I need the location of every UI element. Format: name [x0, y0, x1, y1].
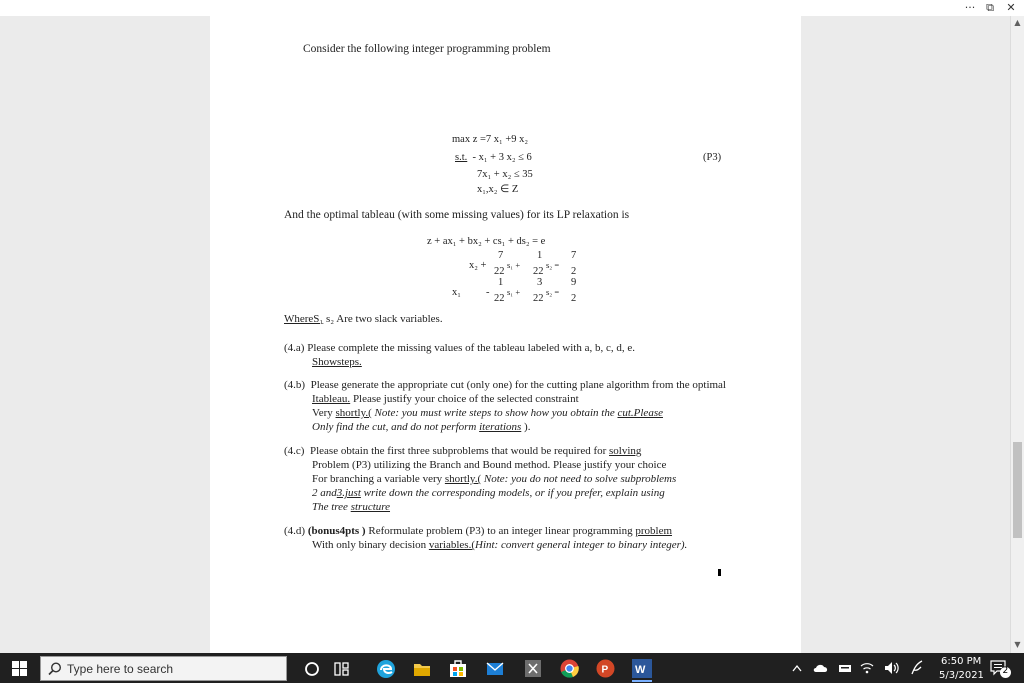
- question-4b-line2: Itableau. Please justify your choice of the selected constraint: [312, 393, 579, 405]
- row2-d1: 22: [494, 293, 505, 304]
- row1-d2: 22: [533, 266, 544, 277]
- document-page: [210, 16, 801, 653]
- row1-d1: 22: [494, 266, 505, 277]
- word-icon[interactable]: [632, 659, 652, 678]
- row1-var: x₂ +: [469, 260, 487, 271]
- word-active-indicator: [632, 680, 652, 682]
- cortana-icon[interactable]: [304, 661, 320, 677]
- question-4c-line4: 2 and3.just write down the corresponding models, or if you prefer, explain using: [312, 487, 665, 499]
- constraint-1: s.t. - x₁ + 3 x₂ ≤ 6: [455, 152, 532, 163]
- row2-rd: 2: [571, 293, 577, 304]
- windows-start-icon[interactable]: [12, 661, 27, 676]
- question-4a-line2: Showsteps.: [312, 356, 362, 368]
- pen-ink-icon[interactable]: [910, 660, 924, 676]
- question-4d-line2: With only binary decision variables.(Hint: convert general integer to binary integer).: [312, 539, 688, 551]
- constraint-2: 7x₁ + x₂ ≤ 35: [477, 169, 533, 180]
- row2-sign: -: [486, 287, 490, 298]
- search-icon: [48, 662, 62, 676]
- row1-n1: 7: [498, 250, 504, 261]
- chrome-icon[interactable]: [560, 659, 579, 678]
- window-titlebar: [0, 0, 1024, 16]
- x-app-icon[interactable]: [525, 660, 541, 677]
- row2-n2: 3: [537, 277, 543, 288]
- clock-date[interactable]: 5/3/2021: [939, 670, 984, 681]
- mail-icon[interactable]: [486, 661, 504, 677]
- row1-s1: s₁ +: [507, 260, 521, 270]
- taskbar-search-box[interactable]: [40, 656, 287, 681]
- tray-chevron-up-icon[interactable]: [792, 664, 802, 672]
- scroll-down-icon[interactable]: ▼: [1014, 640, 1021, 649]
- row1-n2: 1: [537, 250, 543, 261]
- edge-browser-icon[interactable]: [376, 659, 396, 679]
- question-4b-line1: (4.b) Please generate the appropriate cut (only one) for the cutting plane algorithm from the optimal: [284, 379, 726, 391]
- vertical-scrollbar[interactable]: [1010, 16, 1024, 653]
- question-4a: (4.a) Please complete the missing values of the tableau labeled with a, b, c, d, e.: [284, 342, 635, 354]
- restore-window-icon[interactable]: ⧉: [986, 1, 994, 14]
- file-explorer-icon[interactable]: [413, 661, 431, 677]
- row2-rn: 9: [571, 277, 577, 288]
- question-4c-line3: For branching a variable very shortly.( Note: you do not need to solve subproblems: [312, 473, 677, 485]
- tableau-intro: And the optimal tableau (with some missing values) for its LP relaxation is: [284, 209, 630, 221]
- question-4c-line2: Problem (P3) utilizing the Branch and Bound method. Please justify your choice: [312, 459, 667, 471]
- row1-rd: 2: [571, 266, 577, 277]
- scroll-up-icon[interactable]: ▲: [1014, 18, 1021, 27]
- row2-d2: 22: [533, 293, 544, 304]
- row2-s1: s₁ +: [507, 287, 521, 297]
- question-4b-line4: Only find the cut, and do not perform iterations ).: [312, 421, 531, 433]
- tableau-row-0: z + ax₁ + bx₂ + cs₁ + ds₂ = e: [427, 236, 546, 247]
- task-view-icon[interactable]: [334, 661, 350, 677]
- close-window-icon[interactable]: ✕: [1006, 1, 1016, 14]
- row2-n1: 1: [498, 277, 504, 288]
- question-4d-line1: (4.d) (bonus4pts ) Reformulate problem (P3) to an integer linear programming problem: [284, 525, 673, 537]
- constraint-3: x₁,x₂ ∈ Z: [477, 184, 519, 195]
- row2-s2: s₂ =: [546, 287, 560, 297]
- question-4b-line3: Very shortly.( Note: you must write steps to show how you obtain the cut.Please: [312, 407, 663, 419]
- wifi-icon[interactable]: [860, 661, 874, 675]
- intro-text: Consider the following integer programming problem: [303, 43, 551, 55]
- question-4c-line5: The tree structure: [312, 501, 391, 513]
- objective-function: max z =7 x₁ +9 x₂: [452, 134, 529, 145]
- question-4c-line1: (4.c) Please obtain the first three subproblems that would be required for solving: [284, 445, 642, 457]
- network-device-icon[interactable]: [838, 662, 852, 674]
- powerpoint-icon[interactable]: [596, 659, 615, 678]
- notification-badge: 2: [1000, 667, 1011, 678]
- microsoft-store-icon[interactable]: [449, 659, 467, 678]
- slack-note: WhereS₁ s₂ Are two slack variables.: [284, 313, 443, 325]
- text-cursor: [718, 569, 721, 576]
- row1-s2: s₂ =: [546, 260, 560, 270]
- volume-icon[interactable]: [884, 661, 900, 675]
- more-options-icon[interactable]: ···: [964, 1, 976, 14]
- clock-time[interactable]: 6:50 PM: [941, 656, 982, 667]
- row1-rn: 7: [571, 250, 577, 261]
- onedrive-icon[interactable]: [813, 663, 829, 673]
- svg-text:P: P: [601, 664, 609, 676]
- row2-var: x₁: [452, 287, 461, 298]
- scroll-thumb[interactable]: [1013, 442, 1022, 538]
- problem-tag: (P3): [703, 152, 722, 163]
- search-placeholder: Type here to search: [67, 662, 174, 676]
- svg-text:W: W: [635, 664, 646, 676]
